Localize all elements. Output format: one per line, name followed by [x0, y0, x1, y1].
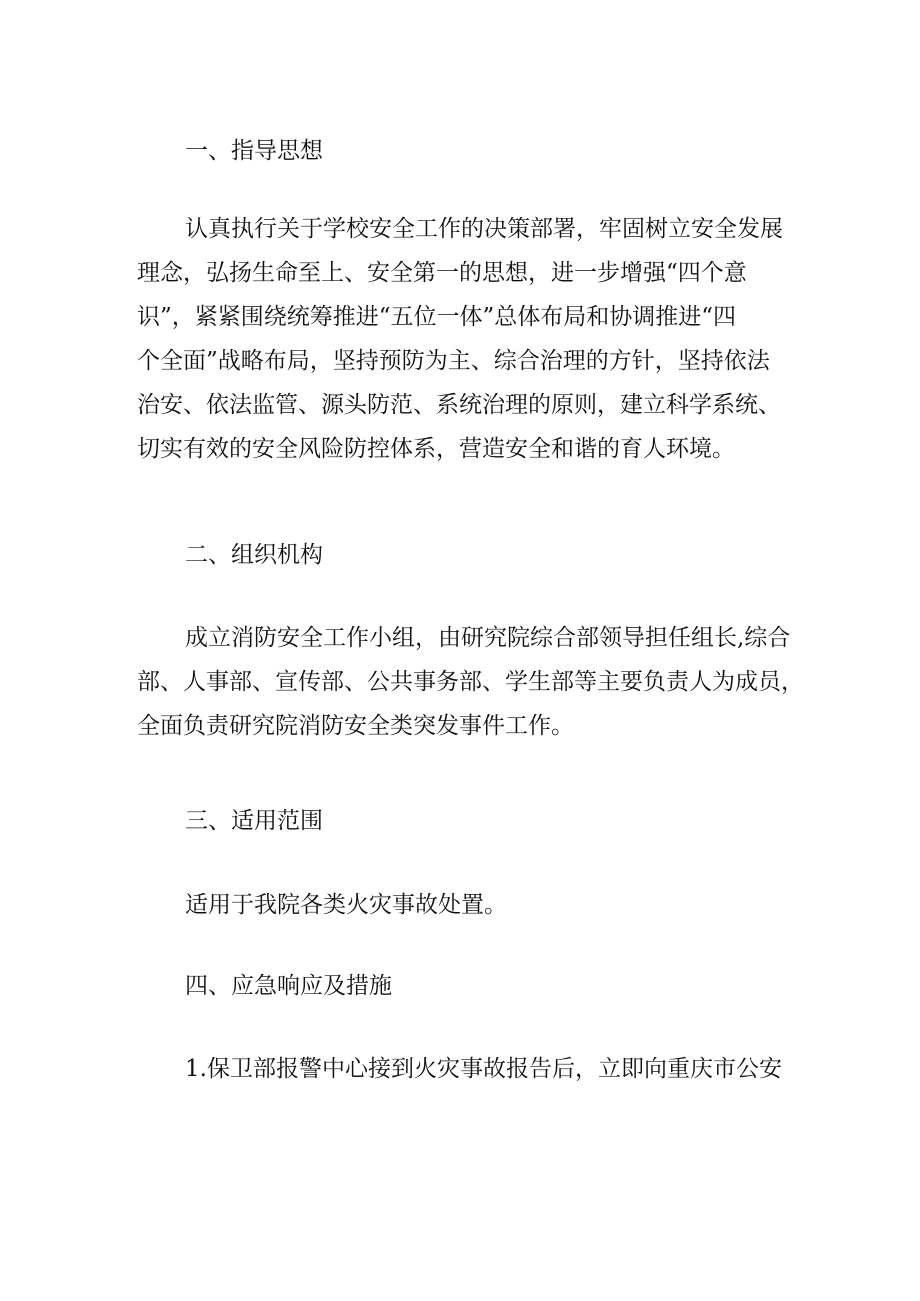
section-heading-organization: 二、组织机构 [185, 542, 323, 568]
text-line: 识”，紧紧围绕统筹推进“五位一体”总体布局和协调推进“四 [137, 304, 737, 330]
text-line: 认真执行关于学校安全工作的决策部署，牢固树立安全发展 [185, 216, 783, 242]
text-line: 成立消防安全工作小组，由研究院综合部领导担任组长,综合 [185, 625, 791, 651]
text-line: 1.保卫部报警中心接到火灾事故报告后，立即向重庆市公安 [185, 1056, 782, 1082]
text-line: 全面负责研究院消防安全类突发事件工作。 [137, 713, 574, 739]
text-line: 个全面”战略布局，坚持预防为主、综合治理的方针，坚持依法 [137, 348, 770, 374]
section-heading-scope: 三、适用范围 [185, 808, 323, 834]
section-heading-emergency-response: 四、应急响应及措施 [185, 973, 392, 999]
text-line: 治安、依法监管、源头防范、系统治理的原则，建立科学系统、 [137, 392, 781, 418]
text-line: 理念，弘扬生命至上、安全第一的思想，进一步增强“四个意 [137, 260, 747, 286]
text-line: 适用于我院各类火灾事故处置。 [185, 892, 507, 918]
section-heading-guiding-ideology: 一、指导思想 [185, 138, 323, 164]
paragraph-scope [137, 883, 809, 927]
paragraph-guiding-ideology [137, 207, 809, 471]
paragraph-organization [137, 616, 809, 748]
text-line: 部、人事部、宣传部、公共事务部、学生部等主要负责人为成员， [137, 669, 804, 695]
text-line: 切实有效的安全风险防控体系，营造安全和谐的育人环境。 [137, 436, 735, 462]
paragraph-emergency-response [137, 1047, 809, 1091]
